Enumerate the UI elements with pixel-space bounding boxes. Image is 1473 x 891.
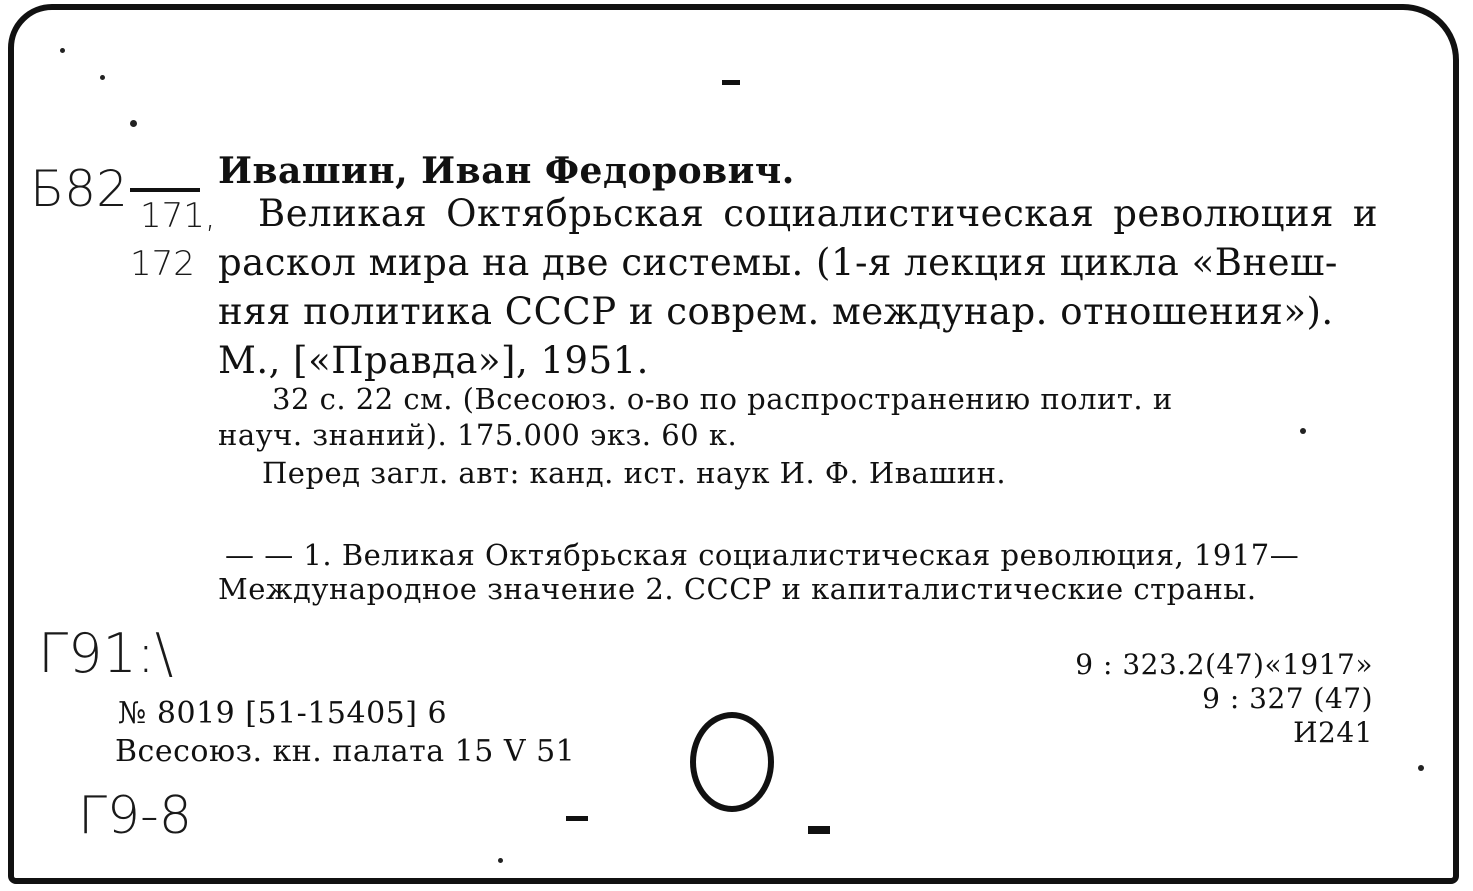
record-number: № 8019 [51-15405] 6 bbox=[118, 696, 448, 731]
classification-line-1: 9 : 323.2(47)«1917» bbox=[1075, 648, 1373, 681]
title-line-4: М., [«Правда»], 1951. bbox=[218, 339, 649, 382]
stray-mark bbox=[722, 80, 740, 85]
speck bbox=[498, 858, 503, 863]
physical-description-line-1: 32 с. 22 см. (Всесоюз. о-во по распространению полит. и bbox=[272, 382, 1173, 416]
classification-line-3: И241 bbox=[1293, 716, 1373, 749]
speck bbox=[100, 75, 105, 80]
call-mark-underline bbox=[130, 188, 200, 192]
card-punch-hole bbox=[690, 712, 774, 812]
speck bbox=[60, 48, 65, 53]
speck bbox=[130, 120, 137, 127]
title-line-3: няя политика СССР и соврем. междунар. отношения»). bbox=[218, 290, 1334, 333]
author-heading: Ивашин, Иван Федорович. bbox=[218, 150, 795, 192]
speck bbox=[1418, 765, 1424, 771]
handwritten-shelf-number-2: 172 bbox=[130, 244, 195, 284]
subject-line-2: Международное значение 2. СССР и капиталистические страны. bbox=[218, 572, 1257, 606]
handwritten-inventory-mark: Г9-8 bbox=[78, 786, 192, 846]
physical-description-line-2: науч. знаний). 175.000 экз. 60 к. bbox=[218, 418, 738, 452]
author-note: Перед загл. авт: канд. ист. наук И. Ф. Ивашин. bbox=[262, 456, 1007, 490]
title-line-2: раскол мира на две системы. (1-я лекция цикла «Внеш- bbox=[218, 241, 1338, 284]
title-line-1: Великая Октябрьская социалистическая революция и bbox=[258, 192, 1378, 235]
handwritten-location-mark: Г91:\ bbox=[38, 622, 174, 685]
classification-line-2: 9 : 327 (47) bbox=[1202, 682, 1373, 715]
handwritten-shelf-number-1: 171, bbox=[140, 196, 216, 236]
speck bbox=[1300, 428, 1306, 434]
stray-mark bbox=[566, 816, 588, 821]
subject-line-1: — — 1. Великая Октябрьская социалистическая революция, 1917— bbox=[225, 538, 1300, 572]
handwritten-call-mark: Б82 bbox=[30, 160, 128, 218]
book-chamber-stamp: Всесоюз. кн. палата 15 V 51 bbox=[115, 734, 576, 769]
stray-mark bbox=[808, 826, 830, 834]
